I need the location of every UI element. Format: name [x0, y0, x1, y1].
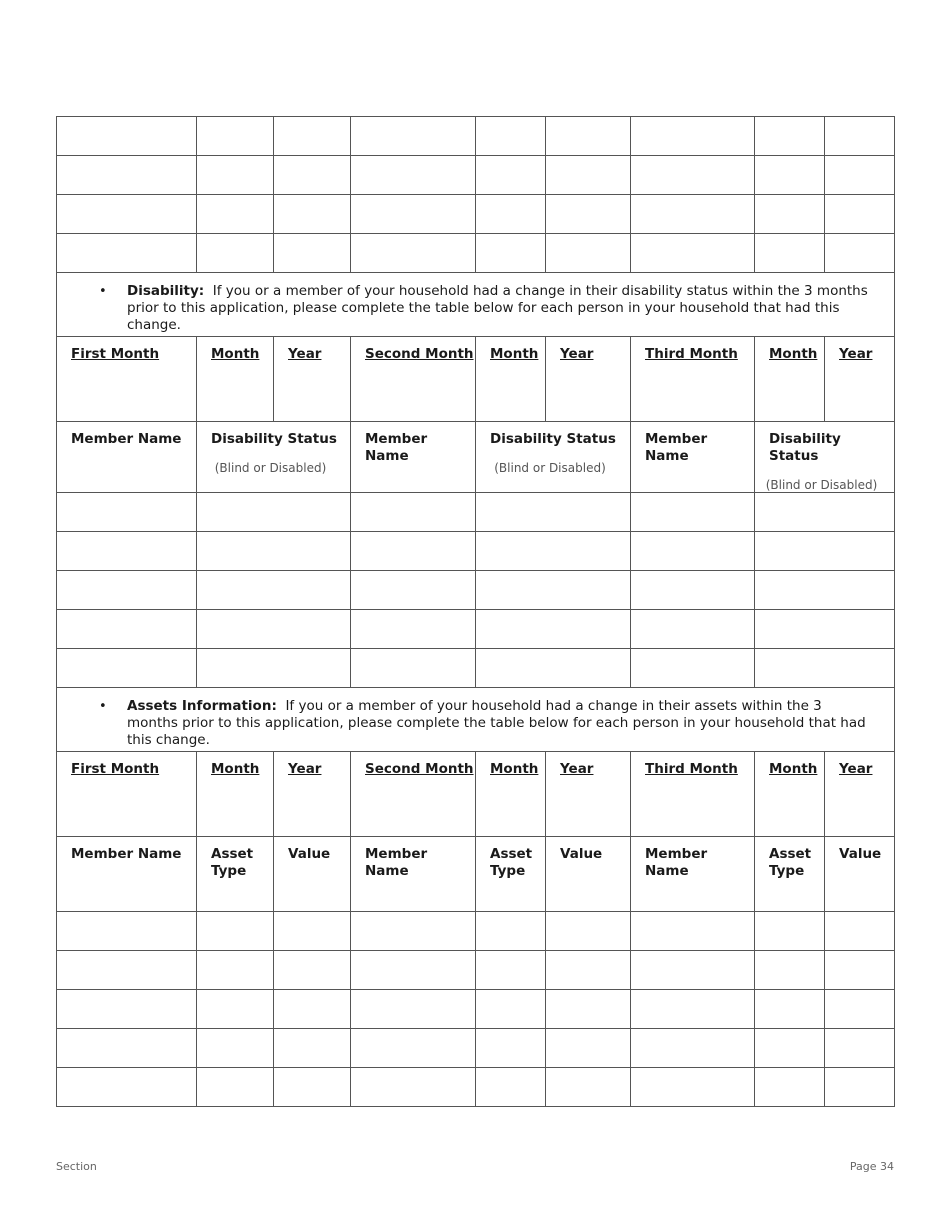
month-label: Month [211, 346, 260, 362]
year-label: Year [839, 761, 873, 777]
table-row [57, 990, 895, 1029]
disability-status-header: Disability Status [211, 431, 337, 447]
table-row [57, 195, 895, 234]
third-month-label: Third Month [645, 346, 738, 362]
table-row [57, 493, 895, 532]
first-month-label: First Month [71, 761, 160, 777]
table-row [57, 1068, 895, 1107]
table-row [57, 912, 895, 951]
disability-status-header: Disability Status [490, 431, 616, 447]
member-name-header: Member Name [645, 431, 708, 464]
disability-status-hint: (Blind or Disabled) [494, 461, 606, 475]
table-row [57, 649, 895, 688]
table-row [57, 532, 895, 571]
member-name-header: Member Name [365, 431, 428, 464]
disability-label: Disability: [127, 283, 205, 299]
footer-section: Section [56, 1160, 97, 1173]
asset-type-header: Asset Type [769, 846, 812, 879]
disability-columns-header [57, 422, 895, 493]
disability-status-header: Disability Status [769, 431, 841, 464]
value-header: Value [839, 846, 882, 862]
assets-months-header [57, 752, 895, 837]
month-label: Month [769, 346, 818, 362]
year-label: Year [560, 761, 594, 777]
disability-status-hint: (Blind or Disabled) [765, 478, 878, 492]
assets-columns-header [57, 837, 895, 912]
month-label: Month [211, 761, 260, 777]
assets-note [57, 688, 894, 749]
month-label: Month [490, 761, 539, 777]
year-label: Year [839, 346, 873, 362]
asset-type-header: Asset Type [211, 846, 254, 879]
table-row [57, 117, 895, 156]
disability-note-row [57, 273, 895, 337]
asset-type-header: Asset Type [490, 846, 533, 879]
value-header: Value [288, 846, 331, 862]
assets-text: If you or a member of your household had a change in their assets within the 3 months prior to this application, please complete the table below for each person in your household that had this change. [127, 698, 866, 748]
bullet-icon: • [99, 284, 107, 299]
month-label: Month [490, 346, 539, 362]
member-name-header: Member Name [645, 846, 708, 879]
year-label: Year [288, 346, 322, 362]
value-header: Value [560, 846, 603, 862]
member-name-header: Member Name [365, 846, 428, 879]
disability-text: If you or a member of your household had a change in their disability status within the 3 months prior to this application, please complete the table below for each person in your household that had this change. [127, 283, 868, 333]
second-month-label: Second Month [365, 346, 474, 362]
year-label: Year [288, 761, 322, 777]
table-row [57, 1029, 895, 1068]
month-label: Month [769, 761, 818, 777]
form-table [56, 116, 895, 1107]
table-row [57, 234, 895, 273]
table-row [57, 610, 895, 649]
table-row [57, 571, 895, 610]
assets-label: Assets Information: [127, 698, 277, 714]
disability-status-hint: (Blind or Disabled) [214, 461, 327, 475]
assets-note-row [57, 688, 895, 752]
disability-note [57, 273, 894, 334]
bullet-icon: • [99, 699, 107, 714]
footer-page-number: Page 34 [849, 1160, 894, 1173]
table-row [57, 951, 895, 990]
member-name-header: Member Name [71, 846, 182, 862]
table-row [57, 156, 895, 195]
first-month-label: First Month [71, 346, 160, 362]
year-label: Year [560, 346, 594, 362]
second-month-label: Second Month [365, 761, 474, 777]
disability-months-header [57, 337, 895, 422]
member-name-header: Member Name [71, 431, 182, 447]
third-month-label: Third Month [645, 761, 738, 777]
